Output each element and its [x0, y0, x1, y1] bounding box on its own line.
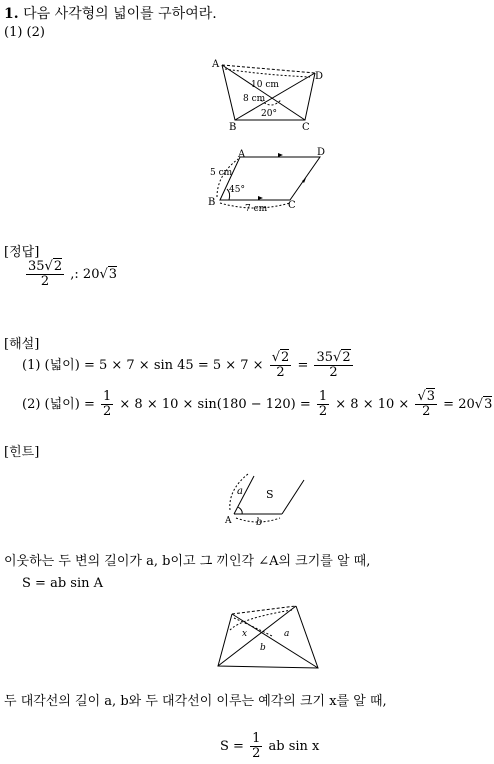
label-b: b	[256, 517, 263, 528]
arrow-top	[278, 153, 283, 157]
frac-half-a: $\frac{1}{2}$	[102, 389, 112, 419]
frac-sqrt2-over-2: $\frac{√2}{2}$	[271, 350, 290, 380]
problem-header	[4, 3, 217, 23]
vertex-b: B	[229, 122, 237, 133]
frac-35sqrt2-over-2: $\frac{35√2}{2}$	[316, 350, 351, 380]
hint-figure-angle	[222, 468, 312, 528]
base-7cm: 7 cm	[245, 204, 268, 214]
hint-text-2: 두 대각선의 길이 a, b와 두 대각선이 이루는 예각의 크기 x를 알 때,	[4, 694, 387, 709]
vertex-d: D	[317, 147, 326, 158]
angle-arc-a	[238, 507, 242, 514]
solution-heading: [해설]	[4, 337, 40, 352]
frac-half-b: $\frac{1}{2}$	[318, 389, 328, 419]
answer-fraction-1: $\frac{35√2}{2}$	[28, 259, 63, 289]
sub-labels: (1) (2)	[4, 25, 45, 40]
vertex-a: A	[212, 59, 220, 70]
vertex-a: A	[238, 149, 246, 160]
frac-sqrt3-over-2: $\frac{√3}{2}$	[417, 389, 436, 419]
hint-text-1: 이웃하는 두 변의 길이가 a, b이고 그 끼인각 ∠A의 크기를 알 때,	[4, 554, 371, 569]
answer-heading: [정답]	[4, 245, 40, 260]
angle-45: 45°	[229, 185, 245, 195]
solution-line-2: (2) (넓이) = $\frac{1}{2}$ × 8 × 10 × sin(180 − 120) = $\frac{1}{2}$ × 8 × 10 × $\frac{√3}{2}$ = 20√3	[22, 389, 493, 419]
quad-top-dashed	[222, 65, 315, 73]
frac-half-formula: $\frac{1}{2}$	[252, 731, 261, 761]
label-b: b	[260, 643, 266, 653]
dim-diag-1	[234, 618, 272, 636]
label-a: a	[284, 629, 290, 639]
vertex-d: D	[315, 71, 324, 82]
vertex-c: C	[302, 122, 310, 133]
figure-quadrilateral-diagonals	[205, 55, 335, 135]
hint-figure-diagonals	[212, 600, 324, 672]
result-20sqrt3: 20√3	[458, 397, 493, 412]
label-x: x	[242, 629, 248, 639]
label-s: S	[266, 488, 274, 501]
side-5cm: 5 cm	[210, 168, 233, 178]
solution-line-1: (1) (넓이) = 5 × 7 × sin 45 = 5 × 7 × $\frac{√2}{2}$ = $\frac{35√2}{2}$	[22, 350, 351, 380]
vertex-c: C	[288, 200, 296, 211]
arrow-bottom	[258, 196, 263, 200]
hint-heading: [힌트]	[4, 445, 40, 460]
label-a: a	[237, 486, 243, 497]
label-A: A	[225, 516, 232, 526]
angle-20: 20°	[261, 109, 277, 119]
side-parallel	[282, 480, 304, 514]
hint-formula-2: S = $\frac{1}{2}$ ab sin x	[220, 731, 320, 761]
len-8cm: 8 cm	[243, 94, 266, 104]
figure-parallelogram	[205, 145, 335, 215]
problem-number: 1.	[4, 6, 19, 22]
len-10cm: 10 cm	[251, 80, 279, 90]
vertex-b: B	[208, 197, 216, 208]
hint-formula-1: S = ab sin A	[22, 576, 103, 591]
answer-line	[24, 260, 117, 289]
problem-text: 다음 사각형의 넓이를 구하여라.	[23, 6, 217, 22]
answer-2: 20√3	[82, 267, 118, 282]
answer-separator: ,:	[70, 267, 79, 282]
